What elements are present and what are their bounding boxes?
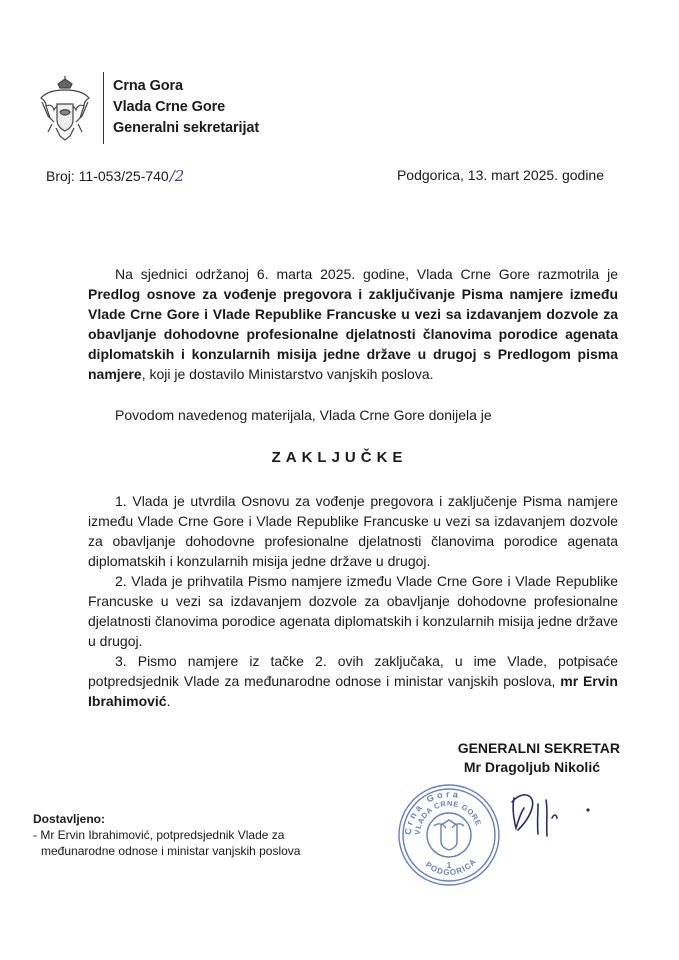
org-secretariat: Generalni sekretarijat: [113, 120, 260, 136]
intro-paragraph: [88, 264, 618, 384]
signatory-title: GENERALNI SEKRETAR: [457, 740, 620, 756]
conclusion-item-2: 2. Vlada je prihvatila Pismo namjere između Vlade Crne Gore i Vlade Republike Francuske u vezi sa izdavanjem dozvole za obavljanje dohodovne profesionalne djelatnosti članovima porodice agenata diplomatskih i konzularnih misija jedne države u drugoj.: [88, 573, 618, 649]
signatory-name: Mr Dragoljub Nikolić: [463, 759, 600, 775]
stamp-text-bottom: PODGORICA: [423, 856, 479, 878]
coat-of-arms-logo: [38, 76, 92, 142]
conclusions-title: ZAKLJUČKE: [271, 449, 408, 466]
org-country: Crna Gora: [113, 78, 184, 94]
reference-label: Broj: 11-053/25-740: [46, 168, 169, 184]
intro-text-a: Na sjednici održanoj 6. marta 2025. godine, Vlada Crne Gore razmotrila je: [115, 266, 618, 282]
conclusion-item-3-text: 3. Pismo namjere iz tačke 2. ovih zaključaka, u ime Vlade, potpisaće potpredsjednik Vlade za međunarodne odnose i ministar vanjskih poslova,: [88, 653, 618, 689]
delivery-recipient-line-1: - Mr Ervin Ibrahimović, potpredsjednik Vlade za: [33, 828, 285, 842]
conclusion-item-3: [88, 651, 618, 711]
handwritten-signature: [502, 784, 602, 844]
delivery-heading: Dostavljeno:: [33, 812, 106, 826]
organization-block: [113, 76, 259, 139]
reference-number: [46, 167, 184, 185]
stamp-text-mid: VLADA CRNE GORE: [412, 798, 484, 836]
header-divider: [103, 72, 104, 144]
stamp-number: 1: [446, 861, 452, 870]
reference-handwritten: /2: [169, 167, 185, 185]
decision-sentence: Povodom navedenog materijala, Vlada Crne Gore donijela je: [115, 407, 492, 423]
org-government: Vlada Crne Gore: [113, 99, 226, 115]
conclusion-item-1: 1. Vlada je utvrdila Osnovu za vođenje pregovora i zaključenje Pisma namjere između Vlade Crne Gore i Vlade Republike Francuske u vezi sa izdavanjem dozvole za obavljanje dohodovne profesionalne djelatnosti članovima porodice agenata diplomatskih i konzularnih misija jedne države u drugoj.: [88, 493, 618, 569]
stamp-text-top: Crna Gora: [402, 788, 462, 836]
conclusions-list: [88, 491, 618, 711]
intro-text-bold: Predlog osnove za vođenje pregovora i zaključivanje Pisma namjere između Vlade Crne Gore i Vlade Republike Francuske u vezi sa izdavanjem dozvole za obavljanje dohodovne profesionalne djelatnosti članovima porodice agenata diplomatskih i konzularnih misija jedne države u drugoj s Predlogom pisma namjere: [88, 286, 618, 382]
conclusion-item-3-name: mr Ervin Ibrahimović: [88, 673, 618, 709]
official-stamp: [394, 780, 504, 890]
place-date: Podgorica, 13. mart 2025. godine: [396, 167, 604, 183]
intro-text-b: , koji je dostavilo Ministarstvo vanjskih poslova.: [141, 366, 434, 382]
conclusion-item-3-end: .: [166, 693, 171, 709]
delivery-recipient-line-2: međunarodne odnose i ministar vanjskih poslova: [41, 844, 301, 858]
